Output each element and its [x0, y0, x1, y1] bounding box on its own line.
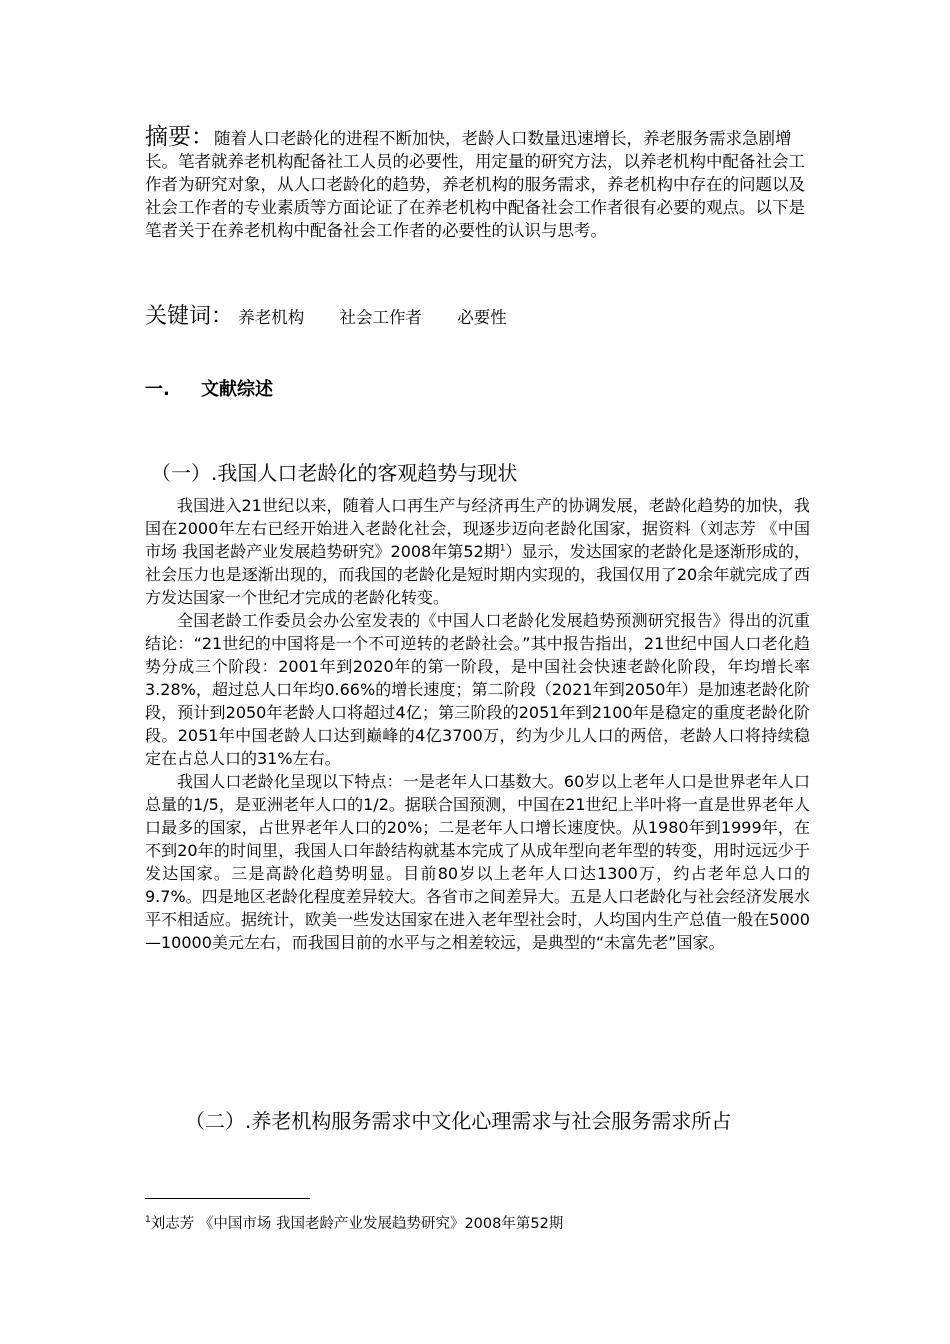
subsection-heading-2: （二）.养老机构服务需求中文化心理需求与社会服务需求所占 — [185, 1109, 732, 1133]
keyword-3: 必要性 — [457, 308, 507, 327]
abstract-label: 摘要： — [145, 124, 214, 150]
body-text — [145, 494, 810, 954]
keywords-line — [145, 302, 537, 333]
keywords-label: 关键词： — [145, 304, 234, 329]
paragraph-1-text-a: 我国进入21世纪以来，随着人口再生产与经济再生产的协调发展，老龄化趋势的加快，我国在2000年左右已经开始进入老龄化社会，现逐步迈向老龄化国家，据资料（刘志芳 《中国市场 我国老龄产业发展趋势研究》2008年第52期 — [145, 496, 810, 561]
paragraph-3: 我国人口老龄化呈现以下特点：一是老年人口基数大。60岁以上老年人口是世界老年人口总量的1/5，是亚洲老年人口的1/2。据联合国预测，中国在21世纪上半叶将一直是世界老年人口最多的国家，占世界老年人口的20%；二是老年人口增长速度快。从1980年到1999年，在不到20年的时间里，我国人口年龄结构就基本完成了从成年型向老年型的转变，用时远远少于发达国家。三是高龄化趋势明显。目前80岁以上老年人口达1300万，约占老年总人口的9.7%。四是地区老龄化程度差异较大。各省市之间差异大。五是人口老龄化与社会经济发展水平不相适应。据统计，欧美一些发达国家在进入老年型社会时，人均国内生产总值一般在5000—10000美元左右，而我国目前的水平与之相差较远，是典型的“未富先老”国家。 — [145, 772, 810, 952]
section-title: 文献综述 — [201, 379, 273, 400]
keyword-2: 社会工作者 — [339, 308, 423, 327]
section-heading — [145, 375, 273, 401]
footnote-ref: 1 — [499, 543, 506, 554]
abstract — [145, 126, 815, 242]
paragraph-1-text-b: ）显示，发达国家的老龄化是逐渐形成的，社会压力也是逐渐出现的，而我国的老龄化是短时期内实现的，我国仅用了20余年就完成了西方发达国家一个世纪才完成的老龄化转变。 — [145, 542, 810, 607]
footnote-text: 刘志芳 《中国市场 我国老龄产业发展趋势研究》2008年第52期 — [150, 1215, 564, 1232]
section-number: 一. — [145, 379, 170, 400]
paragraph-1 — [145, 494, 810, 609]
abstract-text: 随着人口老龄化的进程不断加快，老龄人口数量迅速增长，养老服务需求急剧增长。笔者就养老机构配备社工人员的必要性，用定量的研究方法，以养老机构中配备社会工作者为研究对象，从人口老龄化的趋势，养老机构的服务需求，养老机构中存在的问题以及社会工作者的专业素质等方面论证了在养老机构中配备社会工作者很有必要的观点。以下是笔者关于在养老机构中配备社会工作者的必要性的认识与思考。 — [145, 129, 805, 240]
footnote — [145, 1210, 563, 1234]
keyword-1: 养老机构 — [238, 308, 305, 327]
paragraph-2: 全国老龄工作委员会办公室发表的《中国人口老龄化发展趋势预测研究报告》得出的沉重结论：“21世纪的中国将是一个不可逆转的老龄社会。”其中报告指出，21世纪中国人口老化趋势分成三个阶段：2001年到2020年的第一阶段，是中国社会快速老龄化阶段，年均增长率3.28%，超过总人口年均0.66%的增长速度；第二阶段（2021年到2050年）是加速老龄化阶段，预计到2050年老龄人口将超过4亿；第三阶段的2051年到2100年是稳定的重度老龄化阶段。2051年中国老龄人口达到巅峰的4亿3700万，约为少儿人口的两倍，老龄人口将持续稳定在占总人口的31%左右。 — [145, 611, 810, 768]
footnote-separator — [145, 1198, 310, 1199]
footnote-marker: 1 — [145, 1215, 151, 1225]
subsection-heading-1: （一）.我国人口老龄化的客观趋势与现状 — [151, 461, 518, 485]
